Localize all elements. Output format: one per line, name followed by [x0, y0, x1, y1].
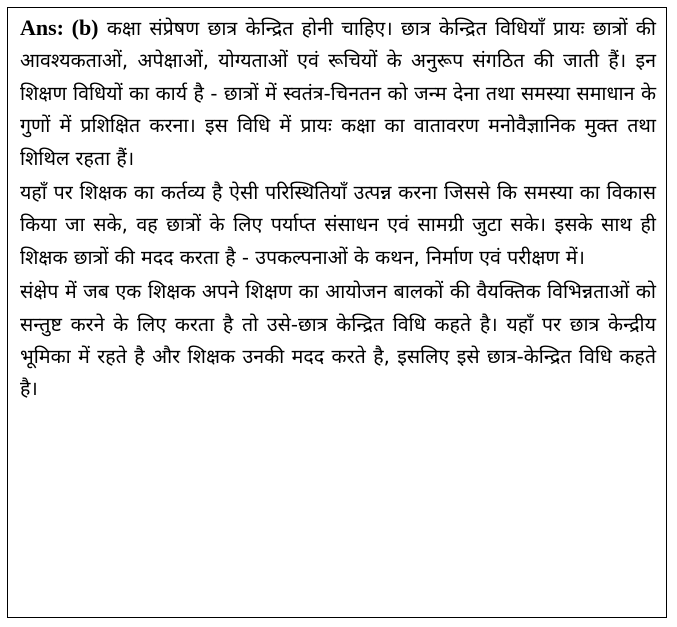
- answer-box: [7, 7, 667, 618]
- answer-paragraph-2: यहाँ पर शिक्षक का कर्तव्य है ऐसी परिस्थितियाँ उत्पन्न करना जिससे कि समस्या का विकास किया जा सके, वह छात्रों के लिए पर्याप्त संसाधन एवं सामग्री जुटा सके। इसके साथ ही शिक्षक छात्रों की मदद करता है - उपकल्पनाओं के कथन, निर्माण एवं परीक्षण में।: [20, 181, 656, 269]
- answer-paragraph-1-text: कक्षा संप्रेषण छात्र केन्द्रित होनी चाहिए। छात्र केन्द्रित विधियाँ प्रायः छात्रों की आवश्यकताओं, अपेक्षाओं, योग्यताओं एवं रूचियों के अनुरूप संगठित की जाती हैं। इन शिक्षण विधियों का कार्य है - छात्रों में स्वतंत्र-चिनतन को जन्म देना तथा समस्या समाधान के गुणों में प्रशिक्षित करना। इस विधि में प्रायः कक्षा का वातावरण मनोवैज्ञानिक मुक्त तथा शिथिल रहता हैं।: [20, 17, 656, 170]
- answer-paragraph-3: संक्षेप में जब एक शिक्षक अपने शिक्षण का आयोजन बालकों की वैयक्तिक विभिन्नताओं को सन्तुष्ट करने के लिए करता है तो उसे-छात्र केन्द्रित विधि कहते है। यहाँ पर छात्र केन्द्रीय भूमिका में रहते है और शिक्षक उनकी मदद करते है, इसलिए इसे छात्र-केन्द्रित विधि कहते है।: [20, 280, 656, 401]
- answer-paragraph-1: [20, 12, 656, 175]
- answer-label: Ans: (b): [20, 15, 99, 40]
